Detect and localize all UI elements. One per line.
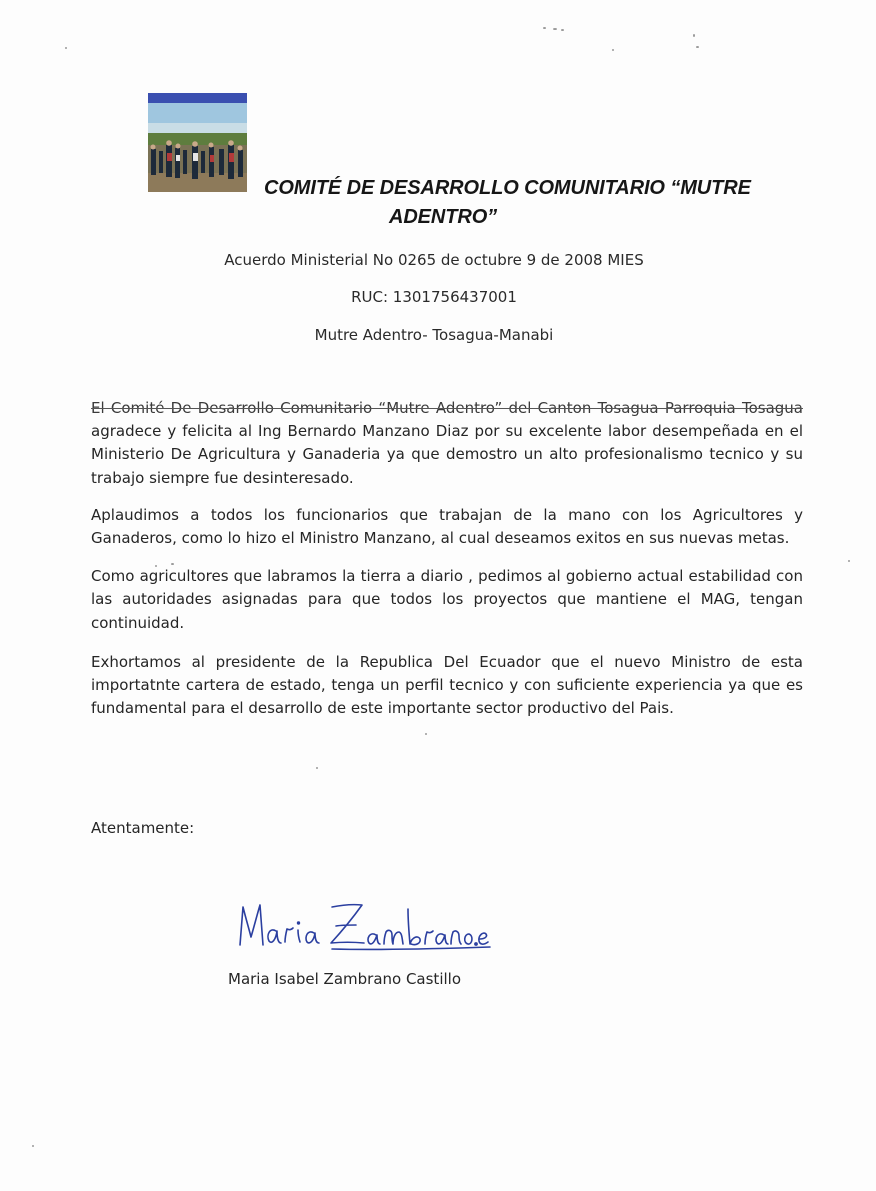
closing-salutation: Atentamente: — [91, 819, 195, 837]
title-line-2: ADENTRO” — [389, 206, 498, 228]
paragraph-3: Como agricultores que labramos la tierra a diario , pedimos al gobierno actual estabilidad con las autoridades asignadas para que todos los proyectos que mantiene el MAG, tengan continuidad. — [91, 567, 803, 632]
location-line: Mutre Adentro- Tosagua-Manabi — [314, 326, 554, 344]
scan-speck — [65, 47, 67, 49]
scan-speck — [543, 27, 546, 29]
paragraph-2: Aplaudimos a todos los funcionarios que trabajan de la mano con los Agricultores y Ganaderos, como lo hizo el Ministro Manzano, al cual deseamos exitos en sus nuevas metas. — [91, 505, 803, 548]
organization-title — [220, 174, 800, 232]
handwritten-signature — [232, 893, 492, 963]
scan-speck — [693, 34, 695, 37]
scan-speck — [553, 28, 557, 30]
struck-through-line: El Comité De Desarrollo Comunitario “Mutre Adentro” del Canton Tosagua Parroquia Tosagua — [91, 399, 803, 417]
paragraph-1-text: agradece y felicita al Ing Bernardo Manzano Diaz por su excelente labor desempeñada en el Ministerio De Agricultura y Ganaderia ya que demostro un alto profesionalismo tecnico y su trabajo siempre fue desinteresado. — [91, 422, 803, 487]
scan-speck — [316, 767, 318, 769]
title-line-1: COMITÉ DE DESARROLLO COMUNITARIO “MUTRE — [264, 177, 751, 199]
scan-speck — [612, 49, 614, 51]
scan-speck — [696, 46, 699, 48]
scan-speck — [848, 560, 850, 562]
signer-name: Maria Isabel Zambrano Castillo — [228, 970, 461, 988]
letter-body — [91, 397, 803, 734]
scan-speck — [32, 1145, 34, 1147]
scan-speck — [561, 29, 564, 31]
ruc-number: RUC: 1301756437001 — [351, 288, 517, 306]
ministerial-agreement: Acuerdo Ministerial No 0265 de octubre 9 de 2008 MIES — [224, 251, 644, 269]
paragraph-4: Exhortamos al presidente de la Republica Del Ecuador que el nuevo Ministro de esta importatnte cartera de estado, tenga un perfil tecnico y con suficiente experiencia ya que es fundamental para el desarrollo de este importante sector productivo del Pais. — [91, 652, 803, 718]
paragraph-1 — [91, 397, 803, 490]
